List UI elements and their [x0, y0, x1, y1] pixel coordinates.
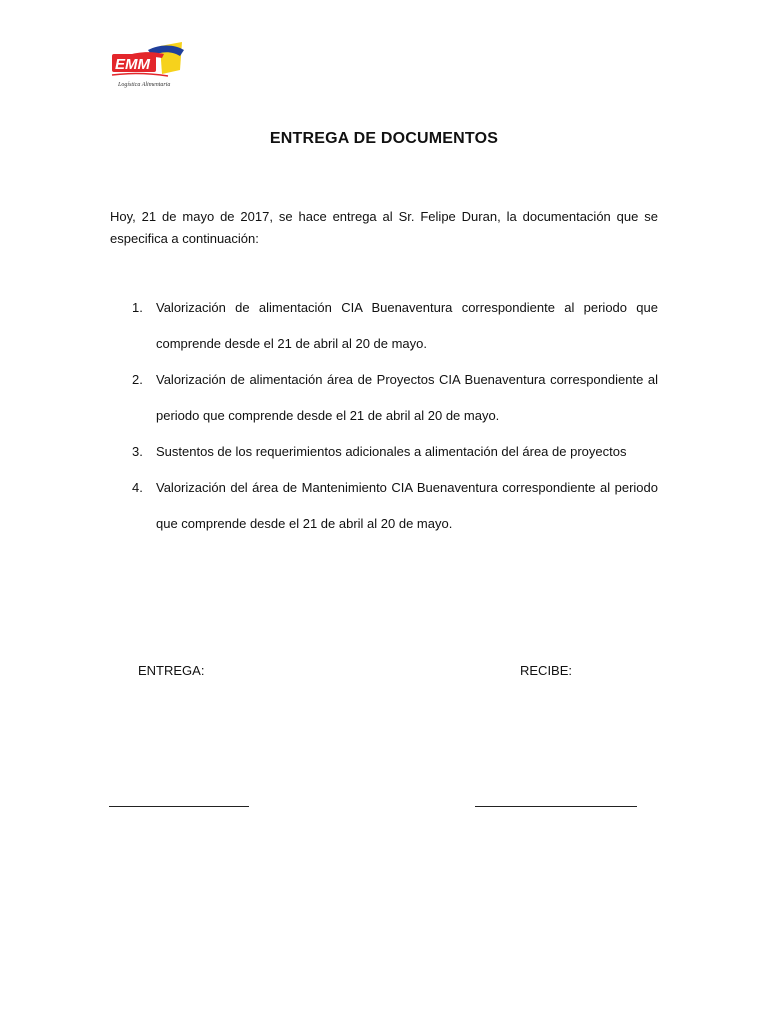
list-item-number: 4.	[132, 480, 143, 495]
list-item-number: 2.	[132, 372, 143, 387]
list-item-text: Valorización de alimentación área de Proyectos CIA Buenaventura correspondiente al periodo que comprende desde el 21 de abril al 20 de mayo.	[156, 372, 658, 423]
entrega-signature-line	[109, 806, 249, 807]
list-item	[128, 362, 658, 434]
document-list	[128, 290, 658, 542]
list-item	[128, 434, 658, 470]
recibe-signature-line	[475, 806, 637, 807]
list-item-text: Valorización del área de Mantenimiento CIA Buenaventura correspondiente al periodo que comprende desde el 21 de abril al 20 de mayo.	[156, 480, 658, 531]
svg-text:EMM: EMM	[115, 56, 150, 73]
list-item-number: 3.	[132, 444, 143, 459]
entrega-label: ENTREGA:	[138, 663, 205, 678]
list-item-text: Sustentos de los requerimientos adicionales a alimentación del área de proyectos	[156, 444, 627, 459]
list-item	[128, 470, 658, 542]
intro-paragraph: Hoy, 21 de mayo de 2017, se hace entrega al Sr. Felipe Duran, la documentación que se especifica a continuación:	[110, 209, 658, 246]
list-item-text: Valorización de alimentación CIA Buenaventura correspondiente al periodo que comprende desde el 21 de abril al 20 de mayo.	[156, 300, 658, 351]
company-logo	[108, 40, 188, 92]
logo-tagline: Logística Alimentaria	[118, 82, 171, 88]
document-title: ENTREGA DE DOCUMENTOS	[269, 130, 499, 147]
recibe-label: RECIBE:	[520, 663, 573, 678]
list-item-number: 1.	[132, 300, 143, 315]
emm-logo-icon	[108, 40, 188, 82]
list-item	[128, 290, 658, 362]
